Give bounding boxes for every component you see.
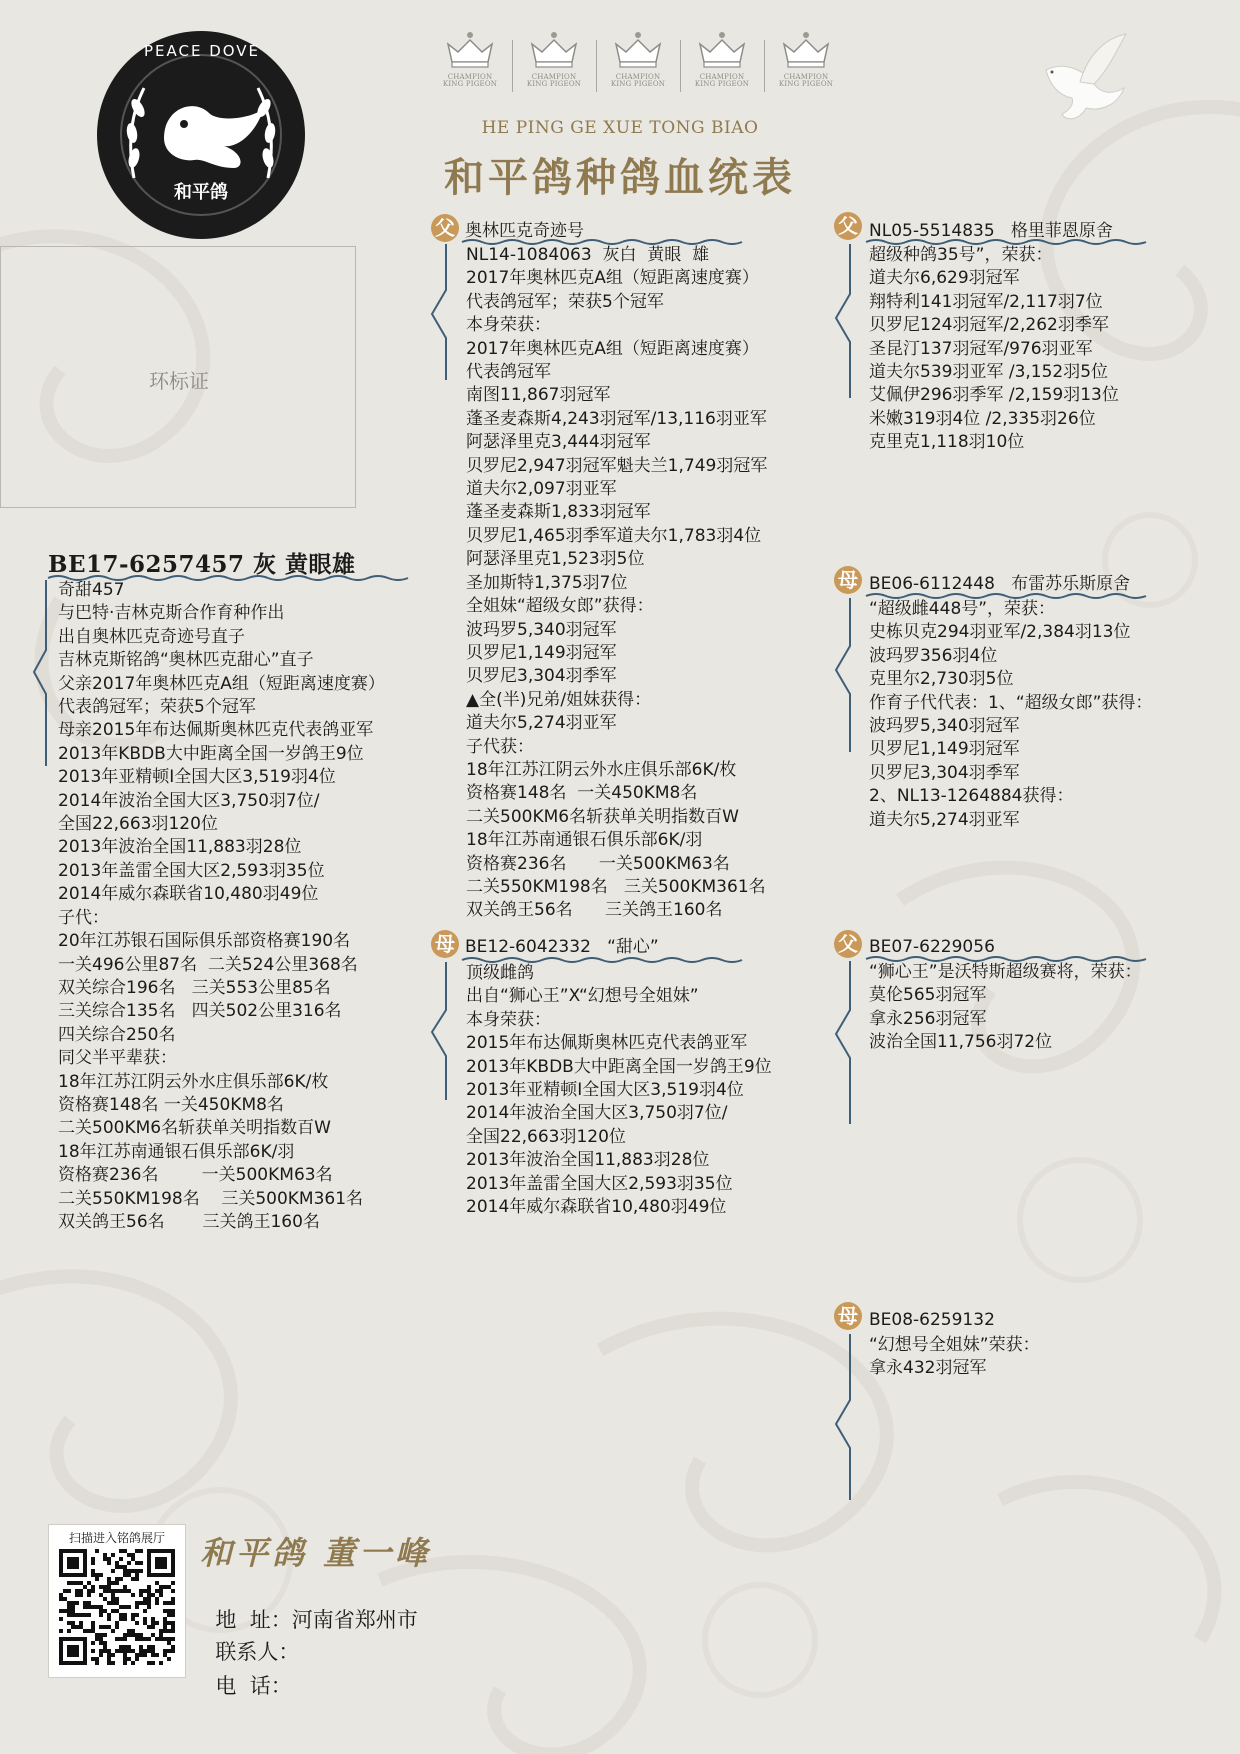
- crown-caption-top: CHAMPION: [615, 73, 661, 81]
- sire-dam-line: 贝罗尼1,149羽冠军: [869, 739, 1020, 760]
- sire-sire-line: 米嫩319羽4位 /2,335羽26位: [869, 408, 1096, 429]
- sire-line: 2017年奥林匹克A组（短距离速度赛）: [466, 338, 759, 359]
- subject-line: 资格赛236名 一关500KM63名: [58, 1165, 333, 1186]
- sire-line: 蓬圣麦森斯4,243羽冠军/13,116羽亚军: [466, 408, 767, 429]
- qr-caption: 扫描进入铭鸽展厅: [68, 1531, 165, 1545]
- dam-line: 2015年布达佩斯奥林匹克代表鸽亚军: [466, 1033, 748, 1054]
- qr-block: [48, 1524, 186, 1678]
- subject-line: 吉林克斯铭鸽“奥林匹克甜心”直子: [58, 650, 314, 671]
- subject-line: 双关鸽王56名 三关鸽王160名: [58, 1211, 320, 1232]
- sire-line: 蓬圣麦森斯1,833羽冠军: [466, 502, 651, 523]
- sire-line: 全姐妹“超级女郎”获得：: [466, 596, 654, 617]
- sire-sire-line: 艾佩伊296羽季军 /2,159羽13位: [869, 385, 1119, 406]
- sire-line: 道夫尔5,274羽亚军: [466, 713, 617, 734]
- subject-line: 父亲2017年奥林匹克A组（短距离速度赛）: [58, 673, 385, 694]
- sire-sire-line: 克里克1,118羽10位: [869, 432, 1025, 453]
- dam-line: 本身荣获：: [466, 1009, 551, 1030]
- subject-line: 2013年波治全国11,883羽28位: [58, 837, 302, 858]
- subject-line: 一关496公里87名 二关524公里368名: [58, 954, 358, 975]
- sire-dam-line: 波玛罗5,340羽冠军: [869, 716, 1020, 737]
- sire-badge: 父: [431, 214, 459, 242]
- logo-mark-text: 和平鸽: [174, 182, 228, 203]
- crown-caption-top: CHAMPION: [699, 73, 745, 81]
- dam-line: 顶级雌鸽: [466, 963, 534, 983]
- subject-line: 2013年KBDB大中距离全国一岁鸽王9位: [58, 743, 364, 764]
- dam-sire-line: 莫伦565羽冠军: [869, 985, 987, 1006]
- subject-line: 子代：: [58, 907, 109, 928]
- sire-line: 二关550KM198名 三关500KM361名: [466, 876, 766, 897]
- sire-sire-line: 超级种鸽35号”，荣获：: [869, 245, 1053, 265]
- subject-line: 18年江苏南通银石俱乐部6K/羽: [58, 1141, 295, 1162]
- sire-line: 二关500KM6名斩获单关明指数百W: [466, 806, 739, 827]
- sire-dam-line: 作育子代代表：1、“超级女郎”获得：: [869, 692, 1153, 713]
- sire-line: 子代获：: [466, 736, 534, 757]
- dam-dam-line: 拿永432羽冠军: [869, 1358, 987, 1379]
- subject-line: 二关550KM198名 三关500KM361名: [58, 1188, 364, 1209]
- subject-line: 2014年波治全国大区3,750羽7位/: [58, 790, 320, 811]
- dam-title: BE12-6042332 “甜心”: [465, 937, 659, 957]
- sire-dam-title: BE06-6112448 布雷苏乐斯原舍: [869, 574, 1131, 594]
- qr-code-icon[interactable]: [59, 1549, 175, 1665]
- sire-line: 贝罗尼2,947羽冠军魁夫兰1,749羽冠军: [466, 455, 768, 476]
- sire-line: 道夫尔2,097羽亚军: [466, 479, 617, 500]
- sire-line: 阿瑟泽里克1,523羽5位: [466, 549, 645, 570]
- sire-sire-title: NL05-5514835 格里菲恩原舍: [869, 221, 1113, 241]
- subject-line: 奇甜457: [58, 580, 125, 600]
- sire-line: 资格赛236名 一关500KM63名: [466, 853, 730, 874]
- sire-line: 代表鸽冠军: [466, 362, 551, 383]
- sire-line: 双关鸽王56名 三关鸽王160名: [466, 900, 723, 921]
- footer-brand: 和平鸽 董一峰: [200, 1534, 432, 1572]
- crown-caption-top: CHAMPION: [783, 73, 829, 81]
- sire-line: 18年江苏南通银石俱乐部6K/羽: [466, 830, 703, 851]
- crown-caption-bottom: KING PIGEON: [442, 80, 498, 88]
- sire-line: 本身荣获：: [466, 315, 551, 336]
- subject-line: 全国22,663羽120位: [58, 814, 218, 835]
- sire-title: 奥林匹克奇迹号: [465, 221, 584, 241]
- sire-line: 2017年奥林匹克A组（短距离速度赛）: [466, 268, 759, 289]
- subject-line: 四关综合250名: [58, 1024, 176, 1045]
- subject-line: 出自奥林匹克奇迹号直子: [58, 626, 245, 647]
- crown-caption-bottom: KING PIGEON: [694, 80, 750, 88]
- dam-line: 2013年盖雷全国大区2,593羽35位: [466, 1173, 733, 1194]
- sire-sire-line: 圣昆汀137羽冠军/976羽亚军: [869, 338, 1093, 359]
- contact-label: 联系人：: [215, 1640, 300, 1664]
- sire-sire-line: 道夫尔539羽亚军 /3,152羽5位: [869, 362, 1109, 383]
- dam-sire-line: “狮心王”是沃特斯超级赛将，荣获：: [869, 962, 1142, 982]
- sire-sire-line: 道夫尔6,629羽冠军: [869, 268, 1020, 289]
- logo-arc-text: PEACE DOVE: [143, 42, 261, 60]
- subject-line: 母亲2015年布达佩斯奥林匹克代表鸽亚军: [58, 720, 374, 741]
- sire-dam-line: 道夫尔5,274羽亚军: [869, 809, 1020, 830]
- subject-line: 资格赛148名 一关450KM8名: [58, 1094, 284, 1115]
- subject-line: 与巴特·吉林克斯合作育种作出: [58, 603, 285, 624]
- sire-dam-line: 2、NL13-1264884获得：: [869, 786, 1074, 807]
- dam-line: 2013年波治全国11,883羽28位: [466, 1150, 710, 1171]
- sire-line: 代表鸽冠军；荣获5个冠军: [466, 291, 664, 312]
- dam-sire-badge: 父: [834, 930, 862, 958]
- dam-line: 2013年KBDB大中距离全国一岁鸽王9位: [466, 1056, 772, 1077]
- sire-line: 贝罗尼1,465羽季军道夫尔1,783羽4位: [466, 525, 762, 546]
- dam-line: 2014年波治全国大区3,750羽7位/: [466, 1103, 728, 1124]
- sire-dam-line: 波玛罗356羽4位: [869, 645, 998, 666]
- sire-sire-line: 贝罗尼124羽冠军/2,262羽季军: [869, 315, 1109, 336]
- sire-line: 南图11,867羽冠军: [466, 385, 611, 406]
- sire-dam-line: 史栋贝克294羽亚军/2,384羽13位: [869, 622, 1131, 643]
- subject-line: 20年江苏银石国际俱乐部资格赛190名: [58, 931, 351, 952]
- dam-line: 2013年亚精顿I全国大区3,519羽4位: [466, 1080, 744, 1101]
- dam-line: 全国22,663羽120位: [466, 1126, 626, 1147]
- sire-line: 波玛罗5,340羽冠军: [466, 619, 617, 640]
- dam-sire-title: BE07-6229056: [869, 937, 995, 957]
- sire-line: 18年江苏江阴云外水庄俱乐部6K/枚: [466, 759, 737, 780]
- sire-dam-line: “超级雌448号”，荣获：: [869, 599, 1056, 619]
- dam-sire-line: 波治全国11,756羽72位: [869, 1032, 1053, 1053]
- subject-line: 代表鸽冠军；荣获5个冠军: [58, 697, 256, 718]
- sire-sire-badge: 父: [834, 212, 862, 240]
- dam-sire-line: 拿永256羽冠军: [869, 1008, 987, 1029]
- subject-ring-number: BE17-6257457 灰 黄眼雄: [48, 551, 356, 578]
- crown-caption-bottom: KING PIGEON: [526, 80, 582, 88]
- address-value: 河南省郑州市: [291, 1608, 418, 1632]
- subject-line: 2013年亚精顿I全国大区3,519羽4位: [58, 767, 336, 788]
- subject-line: 2013年盖雷全国大区2,593羽35位: [58, 860, 325, 881]
- phone-label: 电 话：: [215, 1674, 292, 1698]
- dam-line: 2014年威尔森联省10,480羽49位: [466, 1197, 727, 1218]
- dam-line: 出自“狮心王”X“幻想号全姐妹”: [466, 986, 699, 1007]
- sire-line: ▲全(半)兄弟/姐妹获得：: [466, 689, 652, 710]
- sire-sire-line: 翔特利141羽冠军/2,117羽7位: [869, 291, 1103, 312]
- footer-phone: [202, 1646, 292, 1700]
- sire-line: 阿瑟泽里克3,444羽冠军: [466, 432, 651, 453]
- subject-line: 同父半平辈获：: [58, 1048, 177, 1069]
- placeholder-label: 环标证: [149, 369, 209, 393]
- sire-line: 圣加斯特1,375羽7位: [466, 572, 628, 593]
- crown-caption-bottom: KING PIGEON: [778, 80, 834, 88]
- subject-line: 二关500KM6名斩获单关明指数百W: [58, 1118, 331, 1139]
- sire-dam-line: 贝罗尼3,304羽季军: [869, 762, 1020, 783]
- sire-line: NL14-1084063 灰白 黄眼 雄: [466, 245, 710, 265]
- sire-line: 贝罗尼3,304羽季军: [466, 666, 617, 687]
- subject-line: 18年江苏江阴云外水庄俱乐部6K/枚: [58, 1071, 329, 1092]
- address-label: 地 址：: [215, 1608, 292, 1632]
- dam-dam-badge: 母: [834, 1302, 862, 1330]
- sire-line: 资格赛148名 一关450KM8名: [466, 783, 698, 804]
- crown-caption-bottom: KING PIGEON: [610, 80, 666, 88]
- sire-line: 贝罗尼1,149羽冠军: [466, 642, 617, 663]
- crown-caption-top: CHAMPION: [447, 73, 493, 81]
- page-title: 和平鸽种鸽血统表: [444, 154, 796, 201]
- dam-badge: 母: [431, 930, 459, 958]
- crown-caption-top: CHAMPION: [531, 73, 577, 81]
- dam-dam-title: BE08-6259132: [869, 1310, 995, 1330]
- subject-line: 三关综合135名 四关502公里316名: [58, 1001, 342, 1022]
- pinyin-subtitle: HE PING GE XUE TONG BIAO: [481, 118, 759, 138]
- dam-dam-line: “幻想号全姐妹”荣获：: [869, 1335, 1040, 1355]
- subject-line: 双关综合196名 三关553公里85名: [58, 977, 331, 998]
- sire-dam-badge: 母: [834, 566, 862, 594]
- sire-dam-line: 克里尔2,730羽5位: [869, 669, 1014, 690]
- subject-line: 2014年威尔森联省10,480羽49位: [58, 884, 319, 905]
